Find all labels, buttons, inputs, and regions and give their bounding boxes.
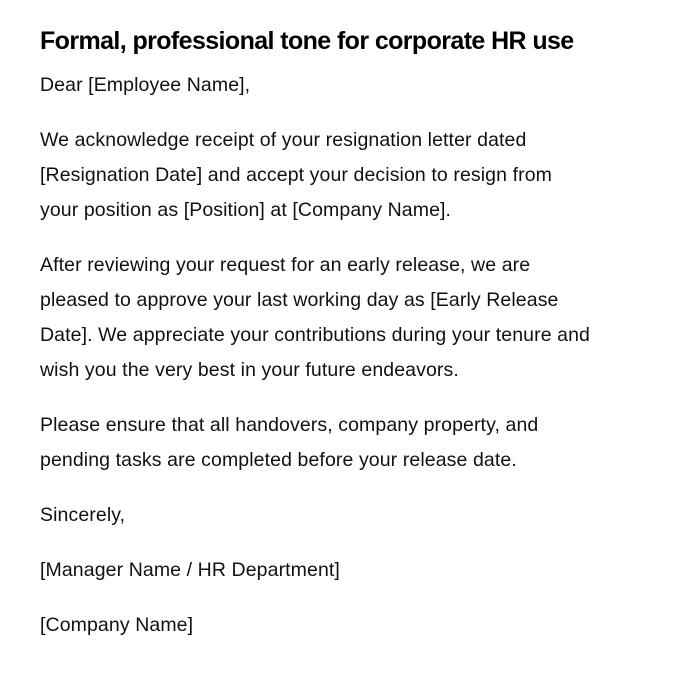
text-line: wish you the very best in your future endeavors. — [40, 359, 459, 381]
text-line: After reviewing your request for an early release, we are — [40, 254, 531, 276]
document-title: Formal, professional tone for corporate HR use — [40, 27, 574, 55]
text-line: pending tasks are completed before your release date. — [40, 449, 517, 471]
text-line: your position as [Position] at [Company Name]. — [40, 199, 452, 221]
signature: [Manager Name / HR Department] — [40, 559, 340, 581]
text-line: [Resignation Date] and accept your decision to resign from — [40, 164, 552, 186]
text-line: pleased to approve your last working day as [Early Release — [40, 289, 559, 311]
text-line: Please ensure that all handovers, company property, and — [40, 414, 539, 436]
paragraph-handover — [40, 408, 660, 478]
text-line: We acknowledge receipt of your resignation letter dated — [40, 129, 527, 151]
company-name: [Company Name] — [40, 614, 194, 636]
closing: Sincerely, — [40, 504, 126, 526]
paragraph-acknowledgement — [40, 123, 660, 228]
paragraph-early-release — [40, 248, 660, 388]
salutation: Dear [Employee Name], — [40, 74, 251, 96]
text-line: Date]. We appreciate your contributions during your tenure and — [40, 324, 590, 346]
